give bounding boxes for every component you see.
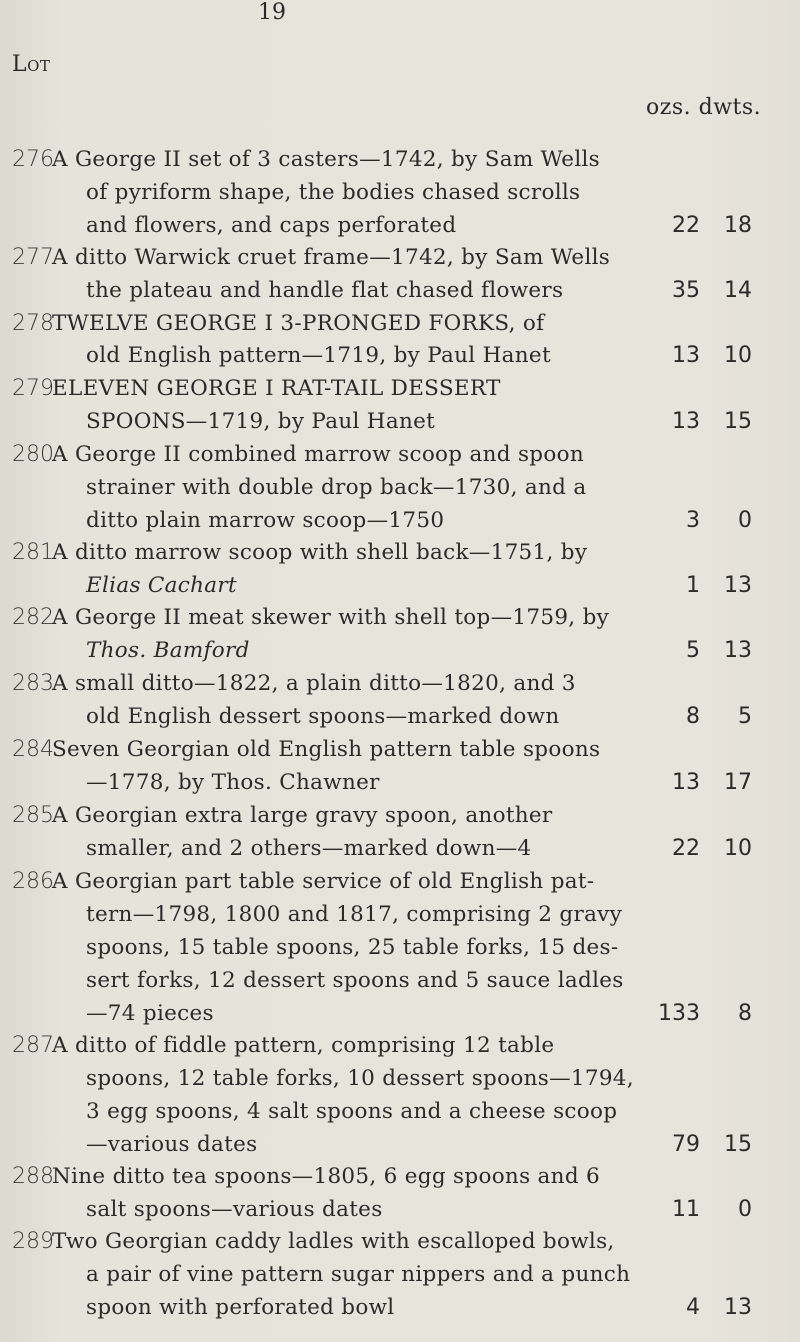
lot-pennyweights: 10 [724, 836, 752, 861]
lot-description-line: a pair of vine pattern sugar nippers and a punch [86, 1262, 631, 1287]
lot-pennyweights: 14 [724, 278, 752, 303]
lot-description-line: smaller, and 2 others—marked down—4 [86, 836, 532, 861]
lot-ounces: 4 [686, 1295, 700, 1320]
lot-ounces: 13 [672, 409, 700, 434]
lot-description-line: —1778, by Thos. Chawner [86, 770, 380, 795]
lot-ounces: 1 [686, 573, 700, 598]
lot-number: 285 [12, 803, 54, 828]
lot-ounces: 79 [672, 1132, 700, 1157]
lot-number: 278 [12, 311, 54, 336]
lot-description-line: SPOONS—1719, by Paul Hanet [86, 409, 436, 434]
lot-pennyweights: 18 [724, 213, 752, 238]
lot-description-line: spoons, 12 table forks, 10 dessert spoons—1794, [86, 1066, 634, 1091]
lot-description-line: A ditto Warwick cruet frame—1742, by Sam Wells [52, 245, 611, 270]
lot-pennyweights: 0 [738, 508, 752, 533]
lot-description-line: ELEVEN GEORGE I RAT-TAIL DESSERT [52, 376, 501, 401]
lot-description-line: old English pattern—1719, by Paul Hanet [86, 343, 551, 368]
lot-description-line: Nine ditto tea spoons—1805, 6 egg spoons and 6 [52, 1164, 600, 1189]
lot-ounces: 133 [658, 1001, 700, 1026]
lot-description-line: tern—1798, 1800 and 1817, comprising 2 gravy [86, 902, 623, 927]
lot-description-line: A small ditto—1822, a plain ditto—1820, and 3 [52, 671, 576, 696]
lot-description-line: —74 pieces [86, 1001, 214, 1026]
lot-pennyweights: 8 [738, 1001, 752, 1026]
lot-description-line: A ditto marrow scoop with shell back—1751, by [52, 540, 588, 565]
lot-ounces: 13 [672, 343, 700, 368]
lot-number: 276 [12, 147, 54, 172]
lot-pennyweights: 17 [724, 770, 752, 795]
lot-description-line: TWELVE GEORGE I 3-PRONGED FORKS, of [52, 311, 545, 336]
lot-description-line: Elias Cachart [86, 573, 237, 598]
lot-number: 280 [12, 442, 54, 467]
lot-description-line: Two Georgian caddy ladles with escalloped bowls, [52, 1229, 615, 1254]
lot-description-line: spoons, 15 table spoons, 25 table forks, 15 des- [86, 935, 619, 960]
lot-description-line: Seven Georgian old English pattern table spoons [52, 737, 601, 762]
lot-ounces: 22 [672, 836, 700, 861]
lot-pennyweights: 13 [724, 1295, 752, 1320]
lot-description-line: sert forks, 12 dessert spoons and 5 sauce ladles [86, 968, 624, 993]
lot-ounces: 22 [672, 213, 700, 238]
lot-number: 288 [12, 1164, 54, 1189]
lot-description-line: strainer with double drop back—1730, and a [86, 475, 587, 500]
lot-ounces: 35 [672, 278, 700, 303]
lot-number: 281 [12, 540, 54, 565]
lot-number: 287 [12, 1033, 54, 1058]
lot-pennyweights: 13 [724, 638, 752, 663]
lot-ounces: 11 [672, 1197, 700, 1222]
lot-number: 279 [12, 376, 54, 401]
page-number: 19 [258, 0, 286, 25]
lot-number: 283 [12, 671, 54, 696]
lot-description-line: spoon with perforated bowl [86, 1295, 395, 1320]
lot-description-line: ditto plain marrow scoop—1750 [86, 508, 445, 533]
lot-description-line: 3 egg spoons, 4 salt spoons and a cheese scoop [86, 1099, 618, 1124]
lot-number: 286 [12, 869, 54, 894]
lot-ounces: 3 [686, 508, 700, 533]
lot-pennyweights: 0 [738, 1197, 752, 1222]
lot-ounces: 8 [686, 704, 700, 729]
lot-number: 277 [12, 245, 54, 270]
lot-description-line: A Georgian part table service of old English pat- [52, 869, 595, 894]
lot-description-line: the plateau and handle flat chased flowers [86, 278, 564, 303]
lot-number: 289 [12, 1229, 54, 1254]
lot-description-line: A Georgian extra large gravy spoon, another [52, 803, 553, 828]
lot-description-line: salt spoons—various dates [86, 1197, 383, 1222]
lot-column-header: Lot [12, 52, 51, 77]
lot-description-line: A ditto of fiddle pattern, comprising 12 table [52, 1033, 555, 1058]
lot-pennyweights: 5 [738, 704, 752, 729]
lot-pennyweights: 15 [724, 1132, 752, 1157]
lot-description-line: A George II meat skewer with shell top—1759, by [52, 605, 610, 630]
lot-description-line: old English dessert spoons—marked down [86, 704, 560, 729]
lot-ounces: 13 [672, 770, 700, 795]
lot-description-line: A George II set of 3 casters—1742, by Sam Wells [52, 147, 601, 172]
lot-pennyweights: 15 [724, 409, 752, 434]
lot-number: 282 [12, 605, 54, 630]
lot-number: 284 [12, 737, 54, 762]
lot-description-line: of pyriform shape, the bodies chased scrolls [86, 180, 581, 205]
lot-description-line: and flowers, and caps perforated [86, 213, 457, 238]
weight-units-header: ozs. dwts. [646, 95, 762, 120]
lot-ounces: 5 [686, 638, 700, 663]
lot-description-line: Thos. Bamford [86, 638, 250, 663]
lot-pennyweights: 10 [724, 343, 752, 368]
lot-pennyweights: 13 [724, 573, 752, 598]
lot-description-line: A George II combined marrow scoop and spoon [52, 442, 584, 467]
lot-description-line: —various dates [86, 1132, 258, 1157]
